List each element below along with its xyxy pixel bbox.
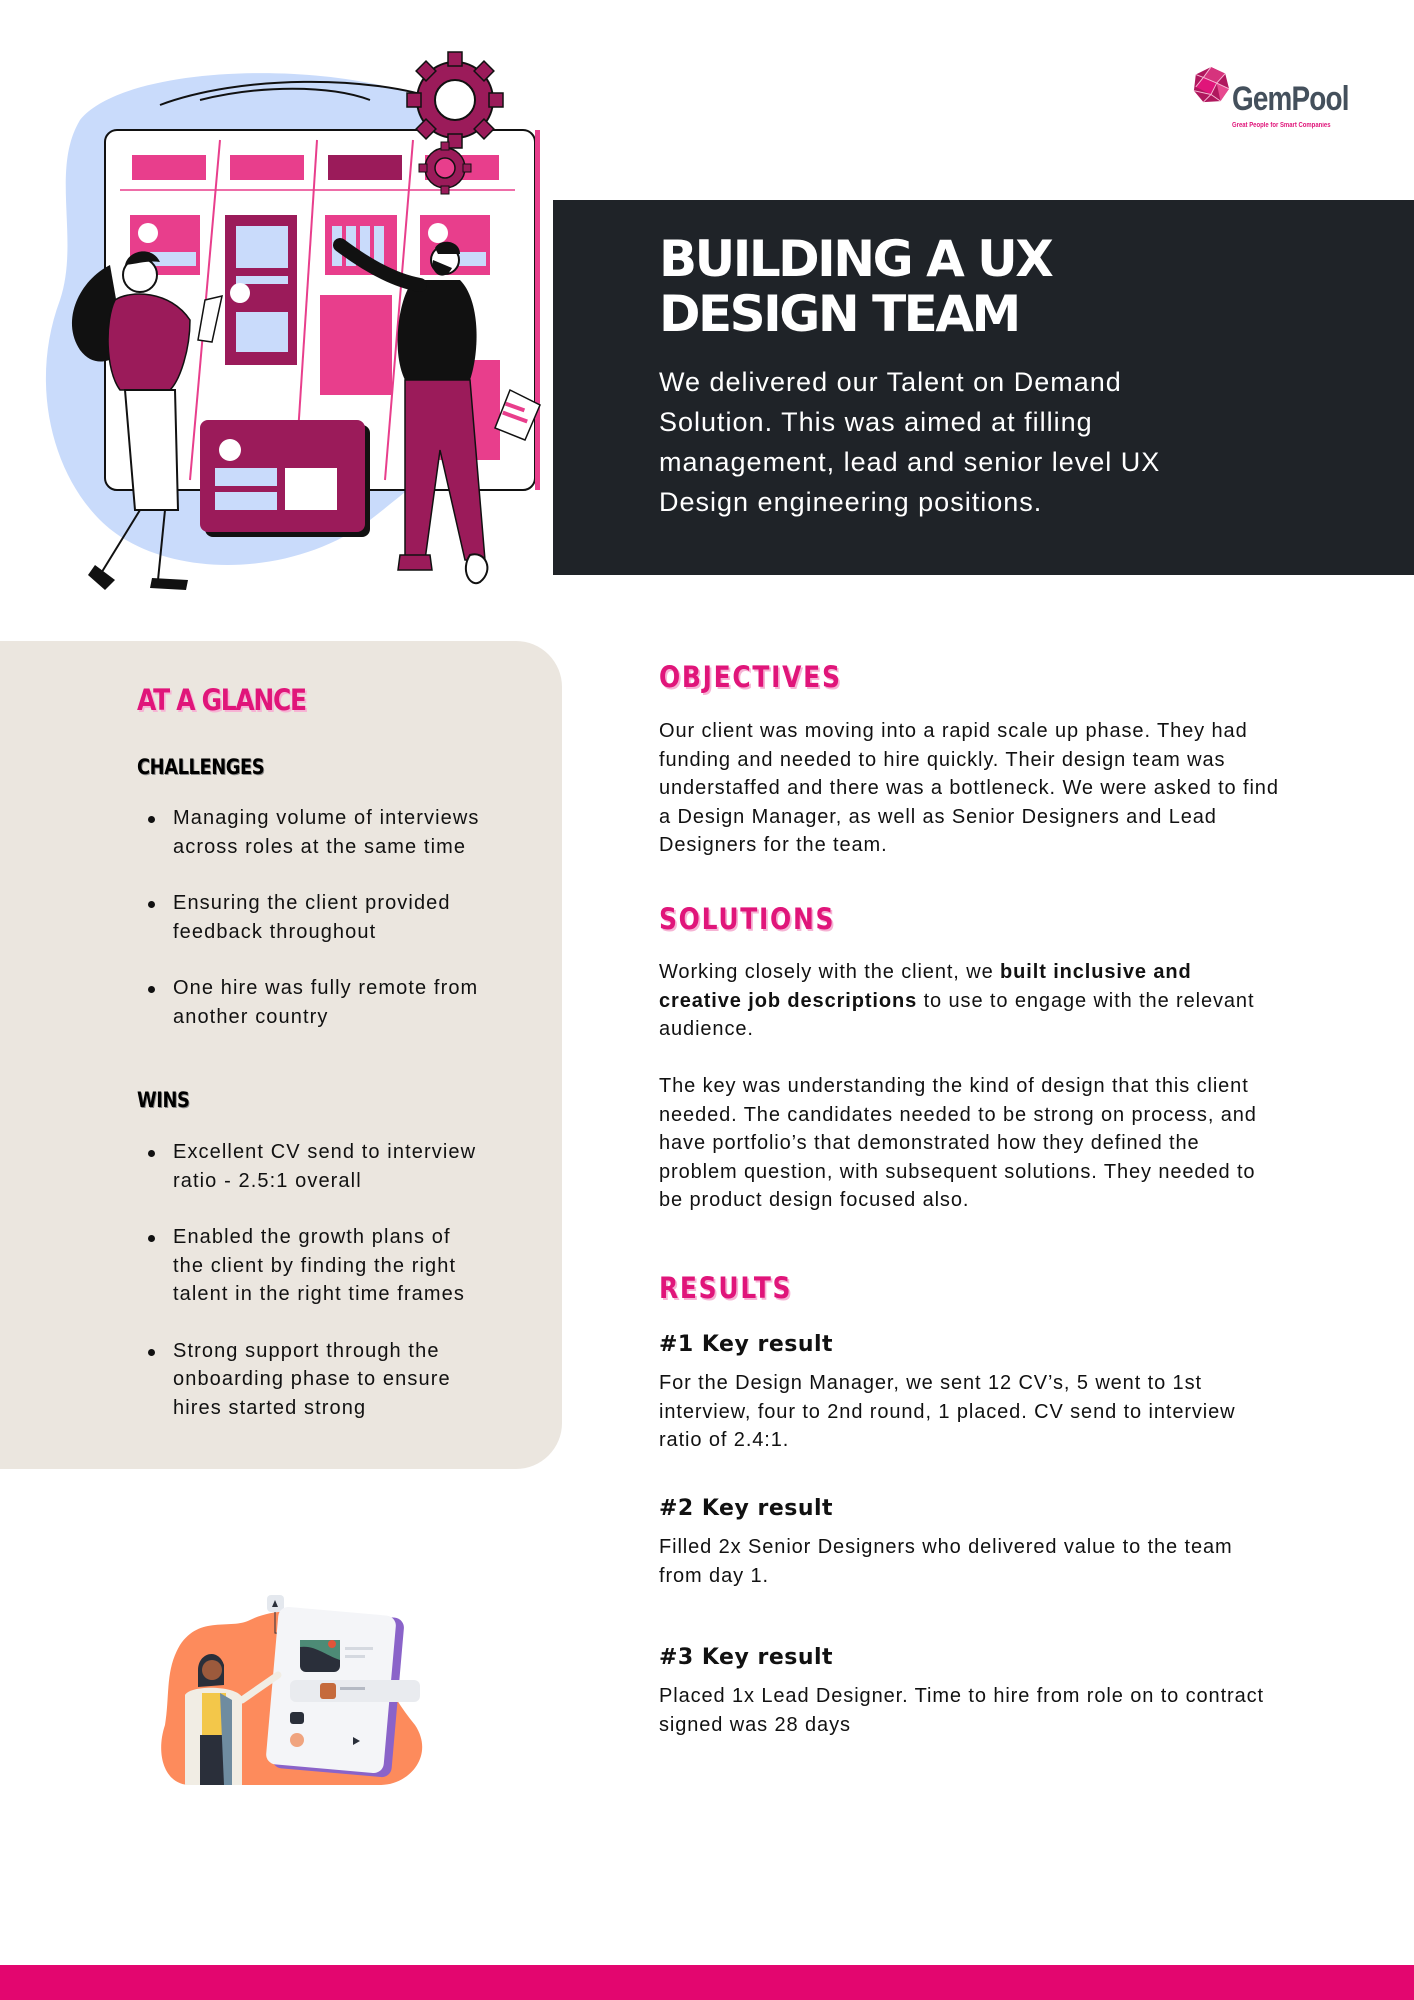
solutions-highlight: built inclusive and creative job descriptions <box>659 961 1192 1012</box>
list-item: Excellent CV send to interview ratio - 2.5:1 overall <box>137 1138 487 1195</box>
key-result-3-text: Placed 1x Lead Designer. Time to hire from role on to contract signed was 28 days <box>659 1685 1264 1736</box>
list-item: Enabled the growth plans of the client by finding the right talent in the right time frames <box>137 1223 487 1309</box>
key-result-3-title: #3 Key result <box>659 1645 834 1670</box>
gempool-logo[interactable] <box>1190 66 1380 136</box>
solutions-paragraph-1 <box>659 958 1279 1044</box>
solutions-paragraph-2: The key was understanding the kind of design that this client needed. The candidates needed to be strong on process, and have portfolio’s that demonstrated how they defined the problem question, with subsequent solutions. They needed to be product design focused also. <box>659 1075 1257 1211</box>
key-result-1-text: For the Design Manager, we sent 12 CV’s, 5 went to 1st interview, four to 2nd round, 1 placed. CV send to interview ratio of 2.4:1. <box>659 1372 1236 1451</box>
solutions-text: to use to engage with the relevant audience. <box>659 989 1255 1040</box>
results-title: RESULTS <box>659 1271 793 1305</box>
at-a-glance-title: AT A GLANCE <box>137 683 306 717</box>
list-item: Managing volume of interviews across roles at the same time <box>137 804 487 861</box>
list-item: One hire was fully remote from another country <box>137 974 487 1031</box>
list-item: Ensuring the client provided feedback throughout <box>137 889 487 946</box>
challenges-heading: CHALLENGES <box>137 755 265 779</box>
footer-bar <box>0 1965 1414 2000</box>
logo-wordmark: GemPool <box>1232 80 1349 118</box>
objectives-title: OBJECTIVES <box>659 660 842 694</box>
key-result-2-title: #2 Key result <box>659 1496 834 1521</box>
kanban-team-illustration <box>40 50 580 590</box>
wins-heading: WINS <box>137 1088 190 1112</box>
list-item: Strong support through the onboarding phase to ensure hires started strong <box>137 1337 487 1423</box>
mobile-app-illustration <box>160 1575 430 1790</box>
challenges-list <box>137 804 487 1059</box>
wins-list <box>137 1138 487 1450</box>
key-result-2-text: Filled 2x Senior Designers who delivered value to the team from day 1. <box>659 1536 1233 1587</box>
solutions-text: Working closely with the client, we <box>659 961 1001 983</box>
objectives-text: Our client was moving into a rapid scale up phase. They had funding and needed to hire quickly. Their design team was understaffed and there was a bottleneck. We were asked to find a Design Manager, as well as Senior Designers and Lead Designers for the team. <box>659 720 1279 856</box>
page-subtitle: We delivered our Talent on Demand Solution. This was aimed at filling management, lead and senior level UX Design engineering positions. <box>659 367 1161 517</box>
logo-tagline: Great People for Smart Companies <box>1232 122 1331 129</box>
gem-icon <box>1192 66 1230 104</box>
solutions-title: SOLUTIONS <box>659 902 836 936</box>
page-title: BUILDING A UX DESIGN TEAM <box>659 230 1052 343</box>
key-result-1-title: #1 Key result <box>659 1332 834 1357</box>
